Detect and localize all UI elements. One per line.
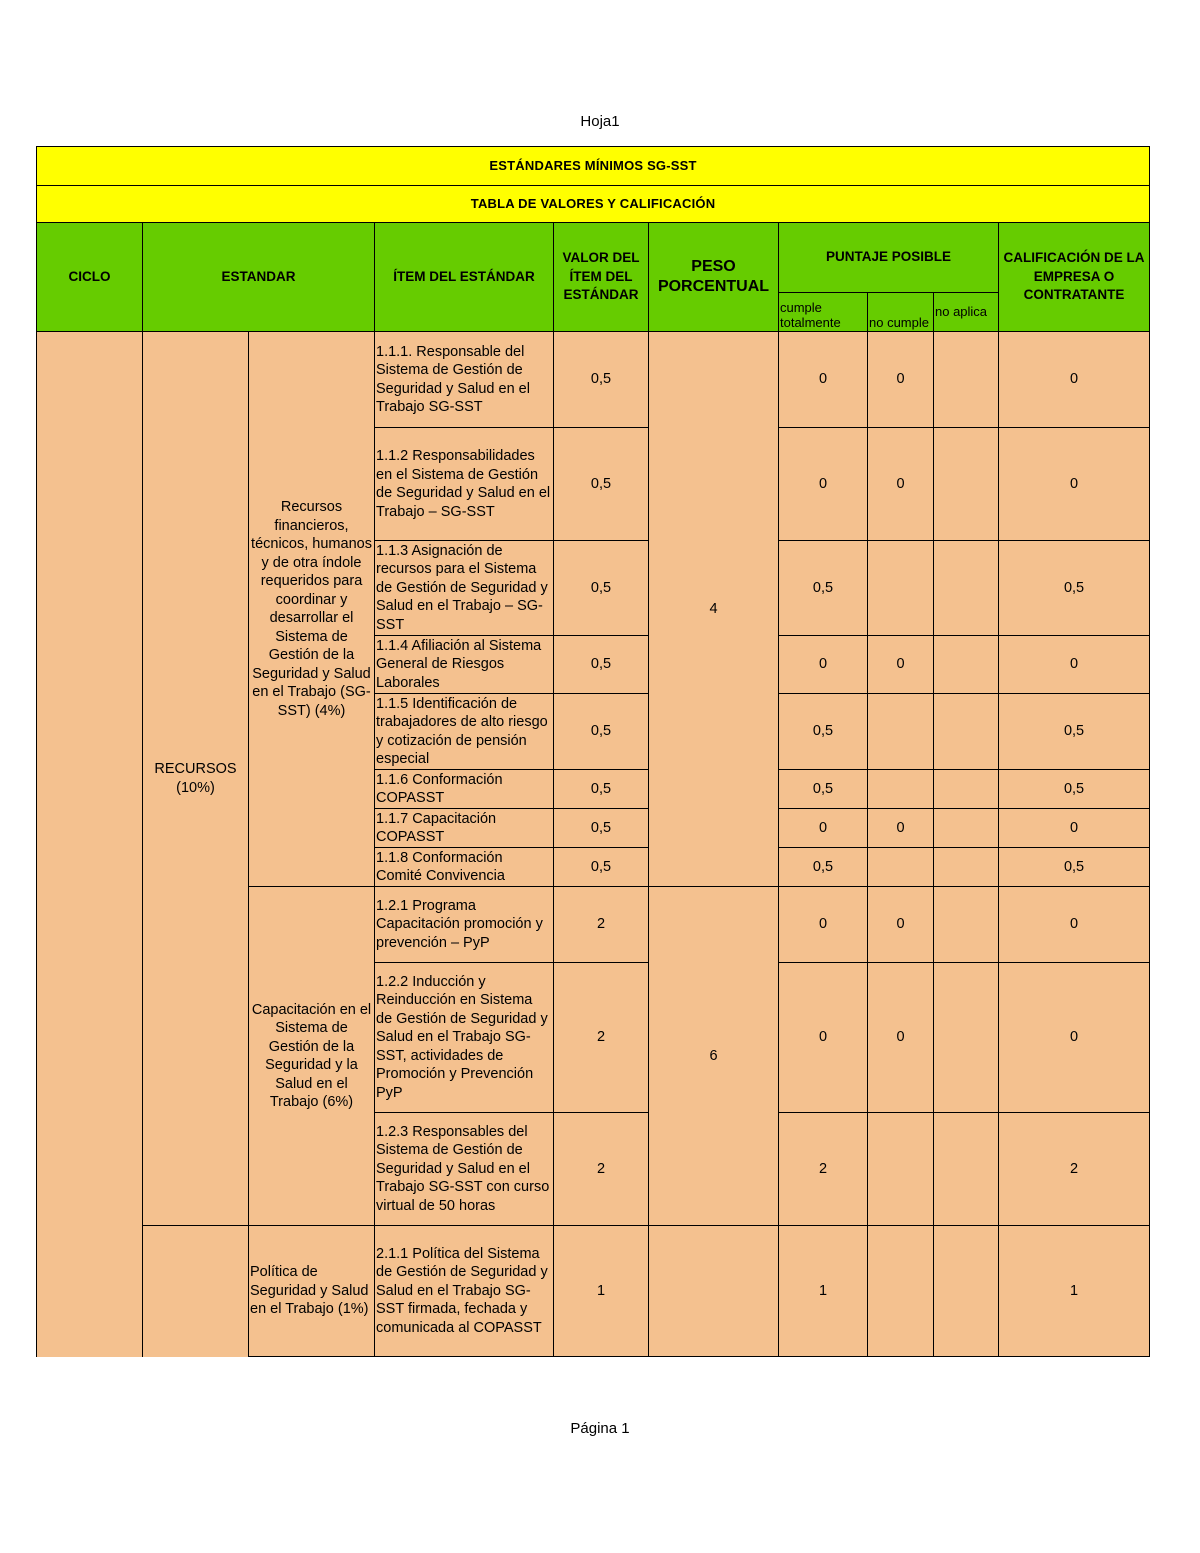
calificacion-value: 0,5 [999,770,1150,809]
item-value: 0,5 [554,848,649,887]
item-text: 1.2.2 Inducción y Reinducción en Sistema de Gestión de Seguridad y Salud en el Trabajo SG-SST, actividades de Promoción y Prevención PyP [375,963,554,1113]
item-value: 2 [554,963,649,1113]
header-valor: VALOR DEL ÍTEM DEL ESTÁNDAR [554,223,649,332]
calificacion-value: 0 [999,428,1150,541]
header-estandar: ESTANDAR [143,223,375,332]
header-no-cumple: no cumple [868,293,934,332]
header-item: ÍTEM DEL ESTÁNDAR [375,223,554,332]
item-text: 1.1.2 Responsabilidades en el Sistema de Gestión de Seguridad y Salud en el Trabajo – SG-SST [375,428,554,541]
cumple-value: 0,5 [779,541,868,636]
item-value: 0,5 [554,428,649,541]
sub-title: TABLA DE VALORES Y CALIFICACIÓN [37,186,1150,223]
no-aplica-value [934,770,999,809]
cumple-value: 0 [779,636,868,694]
table-row [37,1226,1150,1357]
no-aplica-value [934,1226,999,1357]
item-value: 0,5 [554,809,649,848]
cumple-value: 1 [779,1226,868,1357]
item-value: 0,5 [554,332,649,428]
item-value: 0,5 [554,636,649,694]
item-text: 2.1.1 Política del Sistema de Gestión de Seguridad y Salud en el Trabajo SG-SST firmada, fechada y comunicada al COPASST [375,1226,554,1357]
header-calificacion: CALIFICACIÓN DE LA EMPRESA O CONTRATANTE [999,223,1150,332]
no-cumple-value [868,770,934,809]
item-text: 1.1.4 Afiliación al Sistema General de Riesgos Laborales [375,636,554,694]
no-aplica-value [934,694,999,770]
no-cumple-value [868,848,934,887]
page-footer: Página 1 [570,1420,630,1437]
substandard-capacitacion: Capacitación en el Sistema de Gestión de la Seguridad y la Salud en el Trabajo (6%) [249,887,375,1226]
no-aplica-value [934,541,999,636]
header-cumple: cumple totalmente [779,293,868,332]
cumple-value: 2 [779,1113,868,1226]
calificacion-value: 0 [999,963,1150,1113]
item-text: 1.1.1. Responsable del Sistema de Gestión de Seguridad y Salud en el Trabajo SG-SST [375,332,554,428]
peso-group-2: 6 [649,887,779,1226]
no-aplica-value [934,887,999,963]
no-cumple-value: 0 [868,809,934,848]
cumple-value: 0 [779,963,868,1113]
no-cumple-value [868,1113,934,1226]
calificacion-value: 0,5 [999,694,1150,770]
item-text: 1.2.3 Responsables del Sistema de Gestión de Seguridad y Salud en el Trabajo SG-SST con curso virtual de 50 horas [375,1113,554,1226]
peso-cell-empty [649,1226,779,1357]
no-aplica-value [934,809,999,848]
cumple-value: 0,5 [779,848,868,887]
cumple-value: 0,5 [779,694,868,770]
item-text: 1.1.7 Capacitación COPASST [375,809,554,848]
group-cell-empty [143,1226,249,1357]
header-ciclo: CICLO [37,223,143,332]
calificacion-value: 2 [999,1113,1150,1226]
cumple-value: 0,5 [779,770,868,809]
peso-group-1: 4 [649,332,779,887]
cumple-value: 0 [779,809,868,848]
group-recursos: RECURSOS (10%) [143,332,249,1226]
table-row [37,332,1150,428]
calificacion-value: 0,5 [999,848,1150,887]
no-aplica-value [934,963,999,1113]
substandard-recursos: Recursos financieros, técnicos, humanos y de otra índole requeridos para coordinar y desarrollar el Sistema de Gestión de la Seguridad y Salud en el Trabajo (SG-SST) (4%) [249,332,375,887]
item-value: 1 [554,1226,649,1357]
no-aplica-value [934,636,999,694]
item-value: 2 [554,887,649,963]
no-cumple-value: 0 [868,428,934,541]
item-text: 1.1.3 Asignación de recursos para el Sistema de Gestión de Seguridad y Salud en el Trabajo – SG-SST [375,541,554,636]
item-value: 0,5 [554,541,649,636]
main-title: ESTÁNDARES MÍNIMOS SG-SST [37,147,1150,186]
item-value: 0,5 [554,694,649,770]
calificacion-value: 0,5 [999,541,1150,636]
item-text: 1.1.8 Conformación Comité Convivencia [375,848,554,887]
no-aplica-value [934,332,999,428]
item-value: 2 [554,1113,649,1226]
calificacion-value: 1 [999,1226,1150,1357]
header-peso: PESO PORCENTUAL [649,223,779,332]
header-no-aplica: no aplica [934,293,999,332]
standards-table [36,146,1150,1357]
item-text: 1.1.5 Identificación de trabajadores de alto riesgo y cotización de pensión especial [375,694,554,770]
no-cumple-value [868,1226,934,1357]
item-text: 1.2.1 Programa Capacitación promoción y prevención – PyP [375,887,554,963]
sheet-header: Hoja1 [580,113,620,130]
no-cumple-value [868,694,934,770]
no-aplica-value [934,428,999,541]
cumple-value: 0 [779,428,868,541]
cumple-value: 0 [779,887,868,963]
item-value: 0,5 [554,770,649,809]
no-cumple-value: 0 [868,332,934,428]
calificacion-value: 0 [999,887,1150,963]
cumple-value: 0 [779,332,868,428]
calificacion-value: 0 [999,809,1150,848]
no-cumple-value [868,541,934,636]
no-aplica-value [934,1113,999,1226]
item-text: 1.1.6 Conformación COPASST [375,770,554,809]
no-cumple-value: 0 [868,887,934,963]
no-cumple-value: 0 [868,636,934,694]
no-aplica-value [934,848,999,887]
calificacion-value: 0 [999,636,1150,694]
substandard-politica: Política de Seguridad y Salud en el Trabajo (1%) [249,1226,375,1357]
no-cumple-value: 0 [868,963,934,1113]
ciclo-cell [37,332,143,1357]
header-puntaje: PUNTAJE POSIBLE [779,223,999,293]
calificacion-value: 0 [999,332,1150,428]
